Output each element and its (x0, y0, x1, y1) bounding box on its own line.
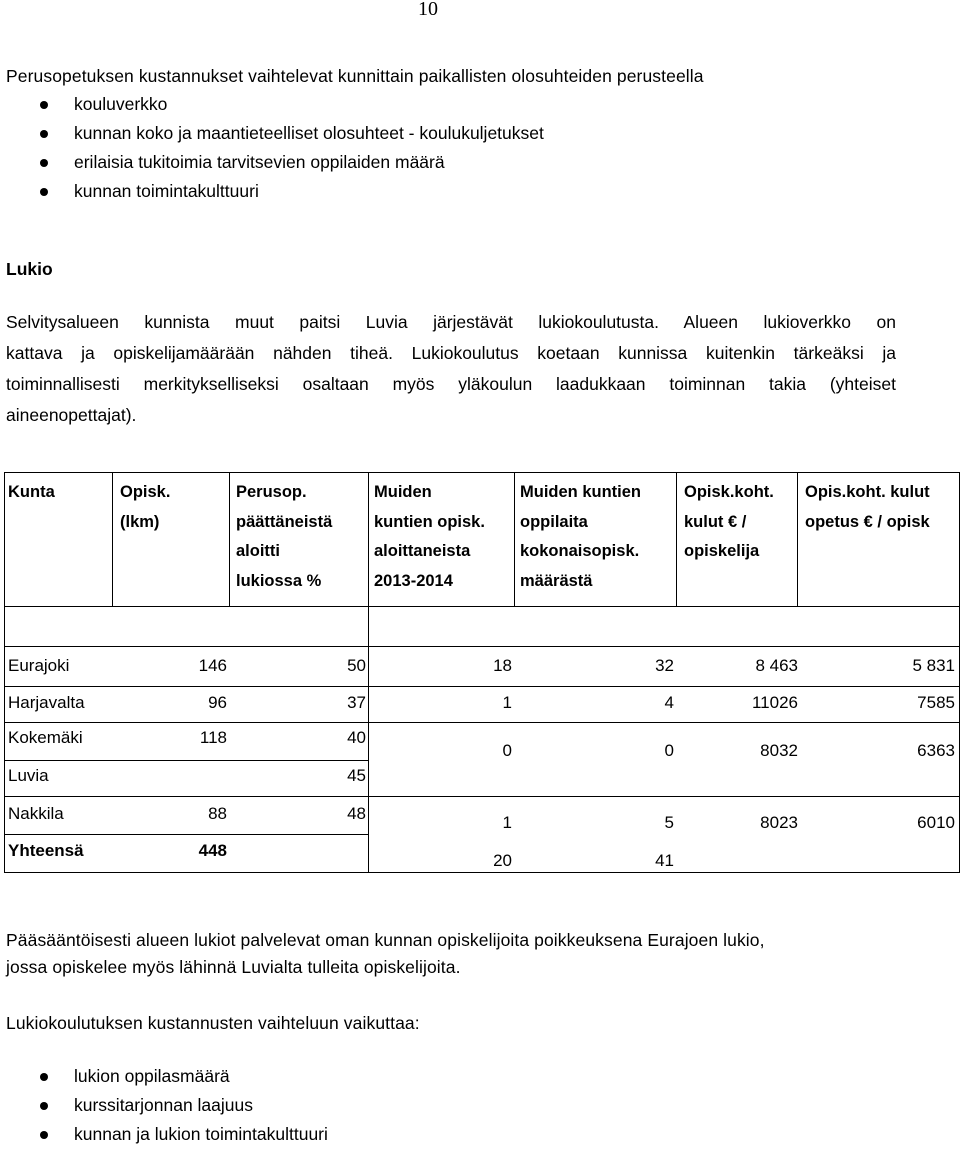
table-cell-perusop: 45 (347, 766, 366, 785)
bullet-item: kunnan ja lukion toimintakulttuuri (74, 1120, 328, 1149)
bullet-item: kurssitarjonnan laajuus (74, 1091, 328, 1120)
bullet-item: kunnan toimintakulttuuri (74, 177, 544, 206)
bullet-dot-icon (40, 1073, 48, 1081)
table-cell-perusop: 48 (347, 804, 366, 823)
table-cell-perusop: 40 (347, 728, 366, 747)
table-row-line (4, 686, 960, 687)
table-cell-kunta-total: Yhteensä (8, 841, 84, 860)
table-cell-opisk: 88 (208, 804, 227, 823)
paragraph-line: toiminnallisesti merkitykselliseksi osaltaan myös yläkoulun laadukkaan toiminnan takia (yhteiset (6, 374, 896, 394)
table-cell-opetus-kulut: 5 831 (912, 656, 955, 675)
table-col-line (797, 472, 798, 606)
table-cell-perusop: 37 (347, 693, 366, 712)
table-cell-opisk-kulut: 8023 (760, 813, 798, 832)
table-cell-opisk: 96 (208, 693, 227, 712)
table-cell-perusop: 50 (347, 656, 366, 675)
table-header-muiden-oppilaita: Muiden kuntien oppilaita kokonaisopisk. määrästä (520, 483, 641, 590)
bullet-dot-icon (40, 1102, 48, 1110)
intro-text: Perusopetuksen kustannukset vaihtelevat kunnittain paikallisten olosuhteiden perusteella (6, 66, 704, 86)
table-cell-muiden-opisk: 1 (502, 813, 512, 832)
table-cell-kunta: Harjavalta (8, 693, 85, 712)
table-cell-kunta: Luvia (8, 766, 49, 785)
table-cell-opisk-kulut: 11026 (751, 693, 798, 712)
paragraph-line: Selvitysalueen kunnista muut paitsi Luvia järjestävät lukiokoulutusta. Alueen lukioverkko on (6, 312, 896, 332)
table-cell-opisk: 118 (199, 728, 227, 747)
table-cell-opetus-kulut: 6363 (917, 741, 955, 760)
paragraph-line: aineenopettajat). (6, 405, 137, 425)
table-row-line (4, 722, 960, 723)
bullet-item: lukion oppilasmäärä (74, 1062, 328, 1091)
table-cell-opisk-total: 448 (198, 841, 227, 860)
after-table-line: jossa opiskelee myös lähinnä Luvialta tulleita opiskelijoita. (6, 957, 461, 977)
table-border-top (4, 472, 960, 473)
table-cell-muiden-opisk: 1 (502, 693, 512, 712)
table-row-line (4, 760, 368, 761)
paragraph-line: kattava ja opiskelijamäärään nähden tiheä. Lukiokoulutus koetaan kunnissa kuitenkin tärkeäksi ja (6, 343, 896, 363)
table-border-bottom (4, 872, 960, 873)
table-row-line (4, 834, 368, 835)
bullet-item: kunnan koko ja maantieteelliset olosuhteet - koulukuljetukset (74, 119, 544, 148)
table-cell-kunta: Nakkila (8, 804, 64, 823)
table-cell-opetus-kulut: 6010 (917, 813, 955, 832)
table-cell-opetus-kulut: 7585 (917, 693, 955, 712)
table-col-line (229, 472, 230, 606)
table-header-muiden-opisk: Muiden kuntien opisk. aloittaneista 2013-2014 (374, 483, 485, 590)
bullet-item: kouluverkko (74, 90, 544, 119)
table-header-opisk: Opisk. (lkm) (120, 483, 171, 531)
table-col-line (676, 472, 677, 606)
table-header-opetus-kulut: Opis.koht. kulut opetus € / opisk (805, 483, 930, 531)
table-header-opisk-kulut: Opisk.koht. kulut € / opiskelija (684, 483, 774, 560)
bullet-dot-icon (40, 130, 48, 138)
after-table-line: Pääsääntöisesti alueen lukiot palvelevat oman kunnan opiskelijoita poikkeuksena Eurajoen lukio, (6, 930, 765, 950)
lukio-paragraph (6, 307, 896, 431)
variation-heading: Lukiokoulutuksen kustannusten vaihteluun vaikuttaa: (6, 1013, 420, 1033)
bullet-dot-icon (40, 188, 48, 196)
table-cell-muiden-oppilaita-total: 41 (655, 851, 674, 870)
table-row-line (4, 646, 960, 647)
table-border-left (4, 472, 5, 873)
table-cell-opisk: 146 (198, 656, 227, 675)
bullet-dot-icon (40, 1131, 48, 1139)
page-number: 10 (418, 0, 438, 20)
section-heading-lukio: Lukio (6, 259, 53, 279)
table-cell-muiden-opisk: 0 (502, 741, 512, 760)
bullet-dot-icon (40, 159, 48, 167)
table-col-line (112, 472, 113, 606)
table-cell-kunta: Eurajoki (8, 656, 70, 675)
table-row-line (4, 796, 960, 797)
table-cell-muiden-opisk-total: 20 (493, 851, 512, 870)
table-col-line (514, 472, 515, 606)
table-cell-opisk-kulut: 8 463 (755, 656, 798, 675)
table-cell-muiden-oppilaita: 0 (664, 741, 674, 760)
bullet-item: erilaisia tukitoimia tarvitsevien oppilaiden määrä (74, 148, 544, 177)
table-cell-muiden-oppilaita: 4 (664, 693, 674, 712)
bullet-list-basic-education (74, 90, 544, 206)
table-cell-muiden-opisk: 18 (493, 656, 512, 675)
table-cell-muiden-oppilaita: 32 (655, 656, 674, 675)
bullet-list-variation (74, 1062, 328, 1149)
table-cell-opisk-kulut: 8032 (760, 741, 798, 760)
bullet-dot-icon (40, 101, 48, 109)
table-cell-kunta: Kokemäki (8, 728, 83, 747)
table-header-perusop: Perusop. päättäneistä aloitti lukiossa % (236, 483, 333, 590)
table-cell-muiden-oppilaita: 5 (664, 813, 674, 832)
table-border-header (4, 606, 960, 607)
table-header-kunta: Kunta (8, 483, 55, 501)
